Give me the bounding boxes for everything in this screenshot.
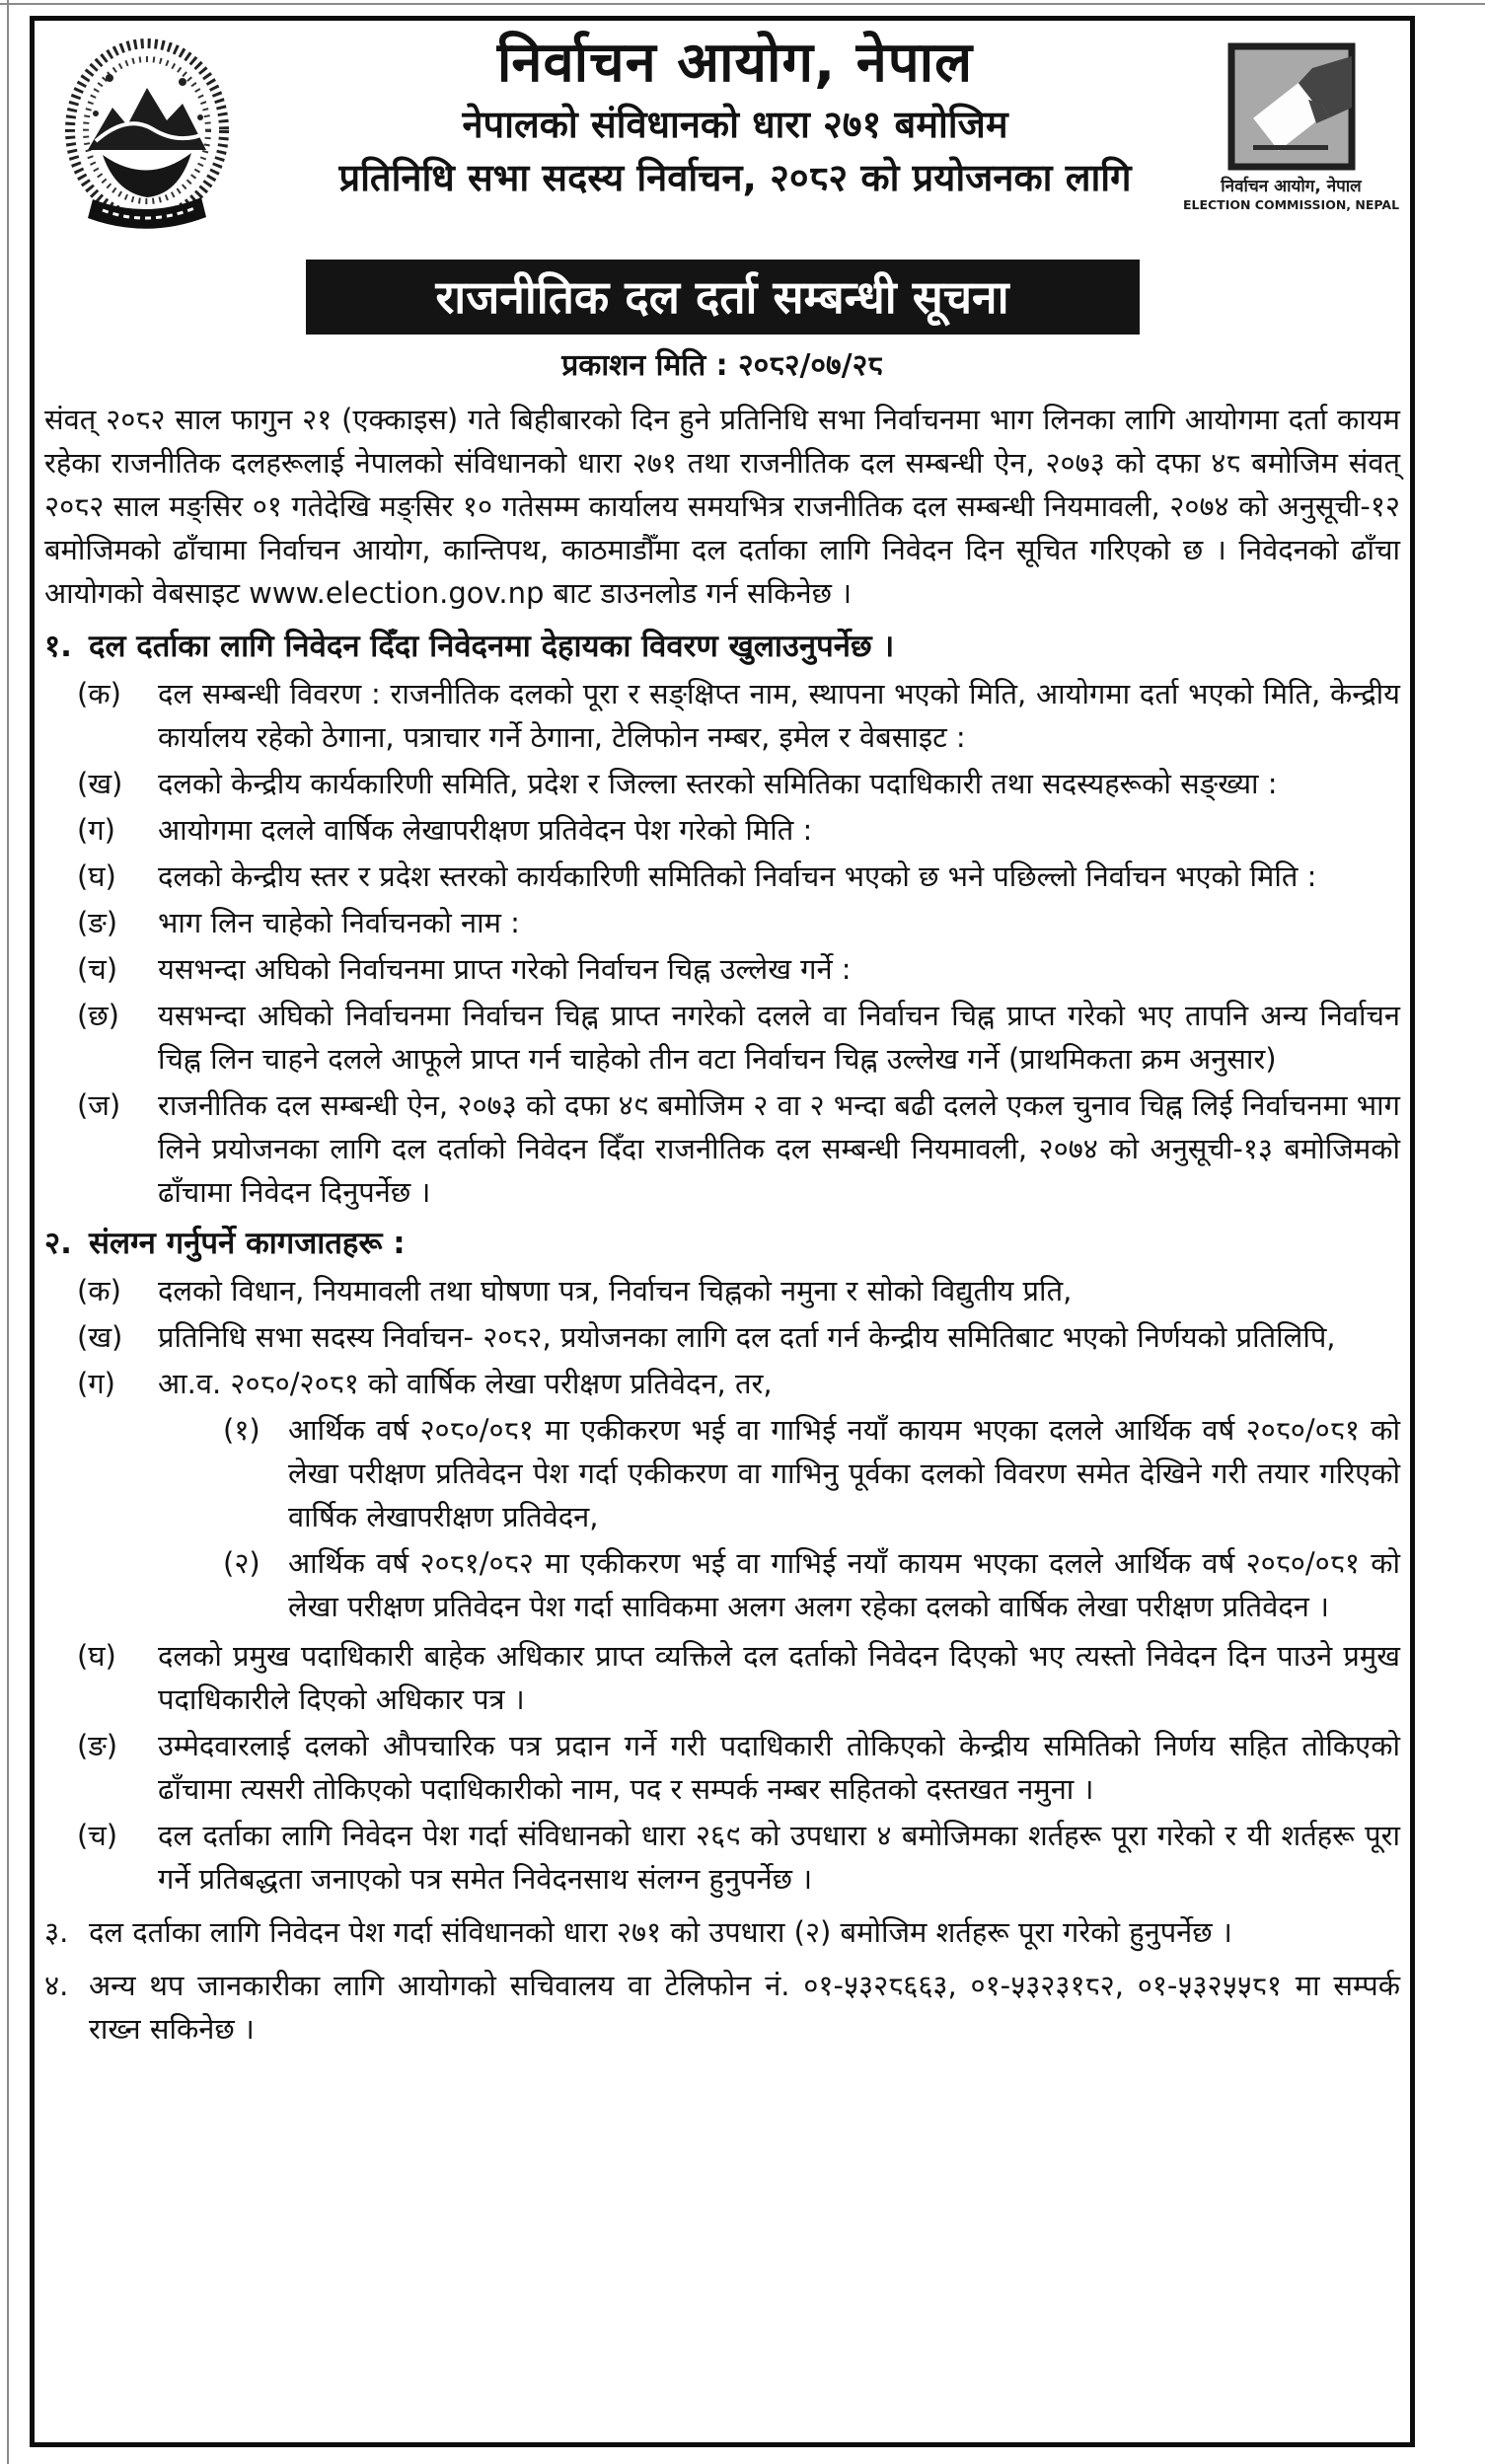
section-4 [44, 1964, 1400, 2051]
list-item [77, 1362, 1400, 1631]
item-marker: (घ) [77, 1639, 116, 1673]
item-text: दलको विधान, नियमावली तथा घोषणा पत्र, निर्वाचन चिह्नको नमुना र सोको विद्युतीय प्रति, [158, 1274, 1073, 1307]
newspaper-left-rule [7, 0, 9, 2464]
org-title: निर्वाचन आयोग, नेपाल [496, 31, 974, 95]
item-marker: (ङ) [77, 906, 118, 939]
section-number: २. [44, 1226, 72, 1261]
ballot-box-hand-icon [1227, 42, 1356, 171]
list-item [77, 762, 1400, 805]
item-marker: (ग) [77, 1367, 115, 1400]
item-text: उम्मेदवारलाई दलको औपचारिक पत्र प्रदान गर्ने गरी पदाधिकारी तोकिएको केन्द्रीय समितिको निर्णय सहित तोकिएको ढाँचामा त्यसरी तोकिएको पदाधिकारीको नाम, पद र सम्पर्क नम्बर सहितको दस्तखत नमुना । [158, 1729, 1400, 1806]
section-1 [44, 625, 1400, 1214]
section-1-heading [44, 625, 1400, 668]
list-item [77, 1315, 1400, 1359]
section-1-items [44, 672, 1400, 1214]
header-text [247, 29, 1224, 204]
item-marker: (च) [77, 1819, 118, 1852]
header-subtitle-2: प्रतिनिधि सभा सदस्य निर्वाचन, २०८२ को प्रयोजनका लागि [338, 156, 1132, 199]
section-2-heading [44, 1222, 1400, 1265]
item-marker: (घ) [77, 859, 116, 893]
item-marker: (क) [77, 1274, 121, 1307]
list-item [77, 1724, 1400, 1811]
item-text: भाग लिन चाहेको निर्वाचनको नाम : [158, 906, 520, 939]
item-marker: (च) [77, 952, 118, 986]
notice-title: राजनीतिक दल दर्ता सम्बन्धी सूचना [435, 270, 1009, 324]
item-marker: (ख) [77, 1320, 123, 1354]
section-text: अन्य थप जानकारीका लागि आयोगको सचिवालय वा टेलिफोन नं. ०१-५३२८६६३, ०१-५३२३१८२, ०१-५३२५५८१ मा सम्पर्क राख्न सकिनेछ । [89, 1969, 1400, 2046]
list-item [77, 1634, 1400, 1721]
section-2-items [44, 1269, 1400, 1901]
list-item [77, 808, 1400, 852]
subitem-marker: (१) [223, 1413, 260, 1447]
publish-date: प्रकाशन मिति : २०८२/०७/२८ [561, 348, 883, 383]
notice-title-bar [306, 260, 1140, 335]
sub-list-item [223, 1541, 1400, 1628]
item-text-group [158, 1362, 1400, 1631]
item-text: दल दर्ताका लागि निवेदन पेश गर्दा संविधानको धारा २६९ को उपधारा ४ बमोजिमका शर्तहरू पूरा गरेको र यी शर्तहरू पूरा गर्ने प्रतिबद्धता जनाएको पत्र समेत निवेदनसाथ संलग्न हुनुपर्नेछ । [158, 1819, 1400, 1896]
item-text: दल सम्बन्धी विवरण : राजनीतिक दलको पूरा र सङ्क्षिप्त नाम, स्थापना भएको मिति, आयोगमा दर्ता भएको मिति, केन्द्रीय कार्यालय रहेको ठेगाना, पत्राचार गर्ने ठेगाना, टेलिफोन नम्बर, इमेल र वेबसाइट : [158, 677, 1400, 754]
nepal-coat-of-arms-icon [58, 37, 236, 234]
election-commission-ballot-logo [1182, 42, 1400, 212]
item-marker: (ग) [77, 813, 115, 847]
item-marker: (ज) [77, 1088, 121, 1122]
section-text: दल दर्ताका लागि निवेदन पेश गर्दा संविधानको धारा २७१ को उपधारा (२) बमोजिम शर्तहरू पूरा गरेको हुनुपर्नेछ । [89, 1915, 1232, 1949]
item-text: प्रतिनिधि सभा सदस्य निर्वाचन- २०८२, प्रयोजनका लागि दल दर्ता गर्न केन्द्रीय समितिबाट भएको निर्णयको प्रतिलिपि, [158, 1320, 1336, 1354]
list-item [77, 1814, 1400, 1901]
list-item [77, 994, 1400, 1081]
subitems [223, 1408, 1400, 1628]
list-item [77, 855, 1400, 898]
item-marker: (ख) [77, 767, 123, 800]
sub-list-item [223, 1408, 1400, 1538]
intro-paragraph: संवत् २०८२ साल फागुन २१ (एक्काइस) गते बिहीबारको दिन हुने प्रतिनिधि सभा निर्वाचनमा भाग लिनका लागि आयोगमा दर्ता कायम रहेका राजनीतिक दलहरूलाई नेपालको संविधानको धारा २७१ तथा राजनीतिक दल सम्बन्धी ऐन, २०७३ को दफा ४८ बमोजिम संवत् २०८२ साल मङ्सिर ०१ गतेदेखि मङ्सिर १० गतेसम्म कार्यालय समयभित्र राजनीतिक दल सम्बन्धी नियमावली, २०७४ को अनुसूची-१२ बमोजिमको ढाँचामा निर्वाचन आयोग, कान्तिपथ, काठमाडौँमा दल दर्ताका लागि निवेदन दिन सूचित गरिएको छ । निवेदनको ढाँचा आयोगको वेबसाइट www.election.gov.np बाट डाउनलोड गर्न सकिनेछ । [44, 403, 1400, 610]
logo-caption-english: ELECTION COMMISSION, NEPAL [1182, 197, 1400, 212]
section-number: १. [44, 629, 72, 664]
item-marker: (ङ) [77, 1729, 118, 1762]
item-text: दलको केन्द्रीय स्तर र प्रदेश स्तरको कार्यकारिणी समितिको निर्वाचन भएको छ भने पछिल्लो निर्वाचन भएको मिति : [158, 859, 1317, 893]
item-text: यसभन्दा अघिको निर्वाचनमा निर्वाचन चिह्न प्राप्त नगरेको दलले वा निर्वाचन चिह्न प्राप्त गरेको भए तापनि अन्य निर्वाचन चिह्न लिन चाहने दलले आफूले प्राप्त गर्न चाहेको तीन वटा निर्वाचन चिह्न उल्लेख गर्ने (प्राथमिकता क्रम अनुसार) [158, 999, 1400, 1076]
item-text: आयोगमा दलले वार्षिक लेखापरीक्षण प्रतिवेदन पेश गरेको मिति : [158, 813, 813, 847]
item-text: यसभन्दा अघिको निर्वाचनमा प्राप्त गरेको निर्वाचन चिह्न उल्लेख गर्ने : [158, 952, 852, 986]
list-item [77, 901, 1400, 944]
section-title: संलग्न गर्नुपर्ने कागजातहरू : [89, 1226, 406, 1261]
item-text: आ.व. २०८०/२०८१ को वार्षिक लेखा परीक्षण प्रतिवेदन, तर, [158, 1367, 773, 1400]
section-3 [44, 1910, 1400, 1954]
logo-caption-nepali: निर्वाचन आयोग, नेपाल [1221, 177, 1362, 196]
subitem-text: आर्थिक वर्ष २०८१/०८२ मा एकीकरण भई वा गाभिई नयाँ कायम भएका दलले आर्थिक वर्ष २०८०/०८१ को लेखा परीक्षण प्रतिवेदन पेश गर्दा साविकमा अलग अलग रहेका दलको वार्षिक लेखा परीक्षण प्रतिवेदन । [288, 1546, 1400, 1623]
item-text: दलको प्रमुख पदाधिकारी बाहेक अधिकार प्राप्त व्यक्तिले दल दर्ताको निवेदन दिएको भए त्यस्तो निवेदन दिन पाउने प्रमुख पदाधिकारीले दिएको अधिकार पत्र । [158, 1639, 1400, 1716]
section-2 [44, 1222, 1400, 1901]
section-number: ३. [44, 1915, 69, 1949]
section-title: दल दर्ताका लागि निवेदन दिँदा निवेदनमा देहायका विवरण खुलाउनुपर्नेछ । [89, 629, 895, 664]
subitem-text: आर्थिक वर्ष २०८०/०८१ मा एकीकरण भई वा गाभिई नयाँ कायम भएका दलले आर्थिक वर्ष २०८०/०८१ को लेखा परीक्षण प्रतिवेदन पेश गर्दा एकीकरण वा गाभिनु पूर्वका दलको विवरण समेत देखिने गरी तयार गरिएको वार्षिक लेखापरीक्षण प्रतिवेदन, [288, 1413, 1400, 1533]
subitem-marker: (२) [223, 1546, 260, 1580]
item-text: दलको केन्द्रीय कार्यकारिणी समिति, प्रदेश र जिल्ला स्तरको समितिका पदाधिकारी तथा सदस्यहरूको सङ्ख्या : [158, 767, 1278, 800]
list-item [77, 1083, 1400, 1214]
header [44, 27, 1400, 250]
list-item [77, 947, 1400, 991]
list-item [77, 672, 1400, 759]
newspaper-top-rule [0, 3, 1485, 5]
section-number: ४. [44, 1969, 69, 2002]
item-marker: (क) [77, 677, 121, 710]
header-subtitle-1: नेपालको संविधानको धारा २७१ बमोजिम [462, 103, 1008, 146]
item-marker: (छ) [77, 999, 119, 1032]
list-item [77, 1269, 1400, 1312]
notice-border-box [30, 16, 1415, 2447]
item-text: राजनीतिक दल सम्बन्धी ऐन, २०७३ को दफा ४९ बमोजिम २ वा २ भन्दा बढी दलले एकल चुनाव चिह्न लिई निर्वाचनमा भाग लिने प्रयोजनका लागि दल दर्ताको निवेदन दिँदा राजनीतिक दल सम्बन्धी नियमावली, २०७४ को अनुसूची-१३ बमोजिमको ढाँचामा निवेदन दिनुपर्नेछ । [158, 1088, 1400, 1209]
